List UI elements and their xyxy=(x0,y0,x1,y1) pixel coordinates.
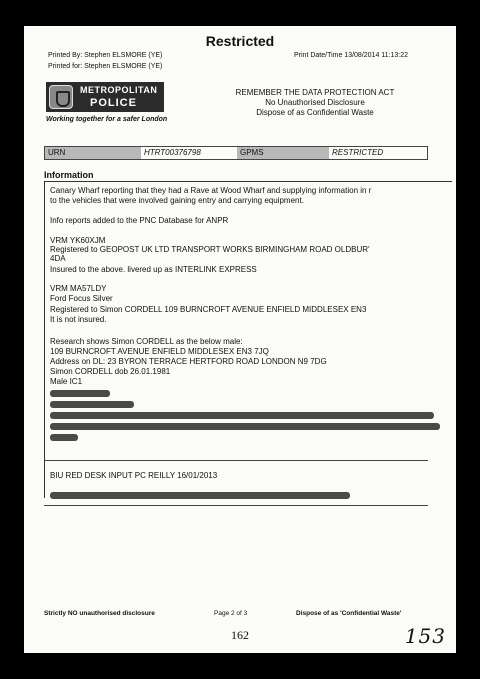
print-datetime: Print Date/Time 13/08/2014 11:13:22 xyxy=(294,52,409,59)
footer-dispose: Dispose of as 'Confidential Waste' xyxy=(296,610,402,617)
urn-label: URN xyxy=(45,147,141,159)
notice-line1: REMEMBER THE DATA PROTECTION ACT xyxy=(235,88,395,97)
info-line: Registered to Simon CORDELL 109 BURNCROFT AVENUE ENFIELD MIDDLESEX EN3 xyxy=(50,305,367,314)
redaction-bar xyxy=(50,423,440,430)
section-divider xyxy=(44,460,428,461)
classification-title: Restricted xyxy=(205,33,275,49)
footer-disclosure: Strictly NO unauthorised disclosure xyxy=(44,610,155,617)
info-line: Info reports added to the PNC Database for ANPR xyxy=(50,216,229,225)
redaction-bar xyxy=(50,412,434,419)
info-line: Research shows Simon CORDELL as the below male: xyxy=(50,337,243,346)
gpms-value: RESTRICTED xyxy=(332,148,384,157)
notice-line3: Dispose of as Confidential Waste xyxy=(256,108,374,117)
gpms-label: GPMS xyxy=(237,147,329,159)
section-divider xyxy=(44,505,428,506)
info-line: 109 BURNCROFT AVENUE ENFIELD MIDDLESEX EN3 7JQ xyxy=(50,347,269,356)
redaction-bar xyxy=(50,390,110,397)
logo-line2: POLICE xyxy=(90,97,137,109)
redaction-bar xyxy=(50,401,134,408)
police-crest-icon xyxy=(49,85,73,109)
footer-page-count: Page 2 of 3 xyxy=(214,610,248,617)
logo-line1: METROPOLITAN xyxy=(80,85,158,95)
info-line: 4DA xyxy=(50,254,66,263)
input-note: BIU RED DESK INPUT PC REILLY 16/01/2013 xyxy=(50,471,218,480)
urn-value: HTRT00376798 xyxy=(144,148,201,157)
met-police-logo xyxy=(46,82,164,112)
info-line: Address on DL: 23 BYRON TERRACE HERTFORD ROAD LONDON N9 7DG xyxy=(50,357,327,366)
reference-row xyxy=(44,146,428,160)
info-line: Canary Wharf reporting that they had a Rave at Wood Wharf and supplying information in r xyxy=(50,186,372,195)
info-line: VRM YK60XJM xyxy=(50,236,106,245)
info-line: Registered to GEOPOST UK LTD TRANSPORT WORKS BIRMINGHAM ROAD OLDBUR' xyxy=(50,245,370,254)
handwritten-number: 153 xyxy=(404,624,446,648)
data-protection-notice xyxy=(200,88,430,118)
info-line: Insured to the above. livered up as INTERLINK EXPRESS xyxy=(50,265,257,274)
info-line: It is not insured. xyxy=(50,315,107,324)
info-line: Ford Focus Silver xyxy=(50,294,113,303)
logo-tagline: Working together for a safer London xyxy=(46,116,168,123)
info-line: Male IC1 xyxy=(50,377,83,386)
redaction-bar xyxy=(50,492,350,499)
info-line: VRM MA57LDY xyxy=(50,284,107,293)
page-number: 162 xyxy=(231,628,249,642)
information-heading: Information xyxy=(44,170,94,180)
info-line: to the vehicles that were involved gaining entry and carrying equipment. xyxy=(50,196,304,205)
info-line: Simon CORDELL dob 26.01.1981 xyxy=(50,367,171,376)
redaction-bar xyxy=(50,434,78,441)
document-page xyxy=(24,26,456,653)
printed-by: Printed By: Stephen ELSMORE (YE) xyxy=(48,52,163,59)
notice-line2: No Unauthorised Disclosure xyxy=(265,98,365,107)
printed-for: Printed for: Stephen ELSMORE (YE) xyxy=(48,63,163,70)
